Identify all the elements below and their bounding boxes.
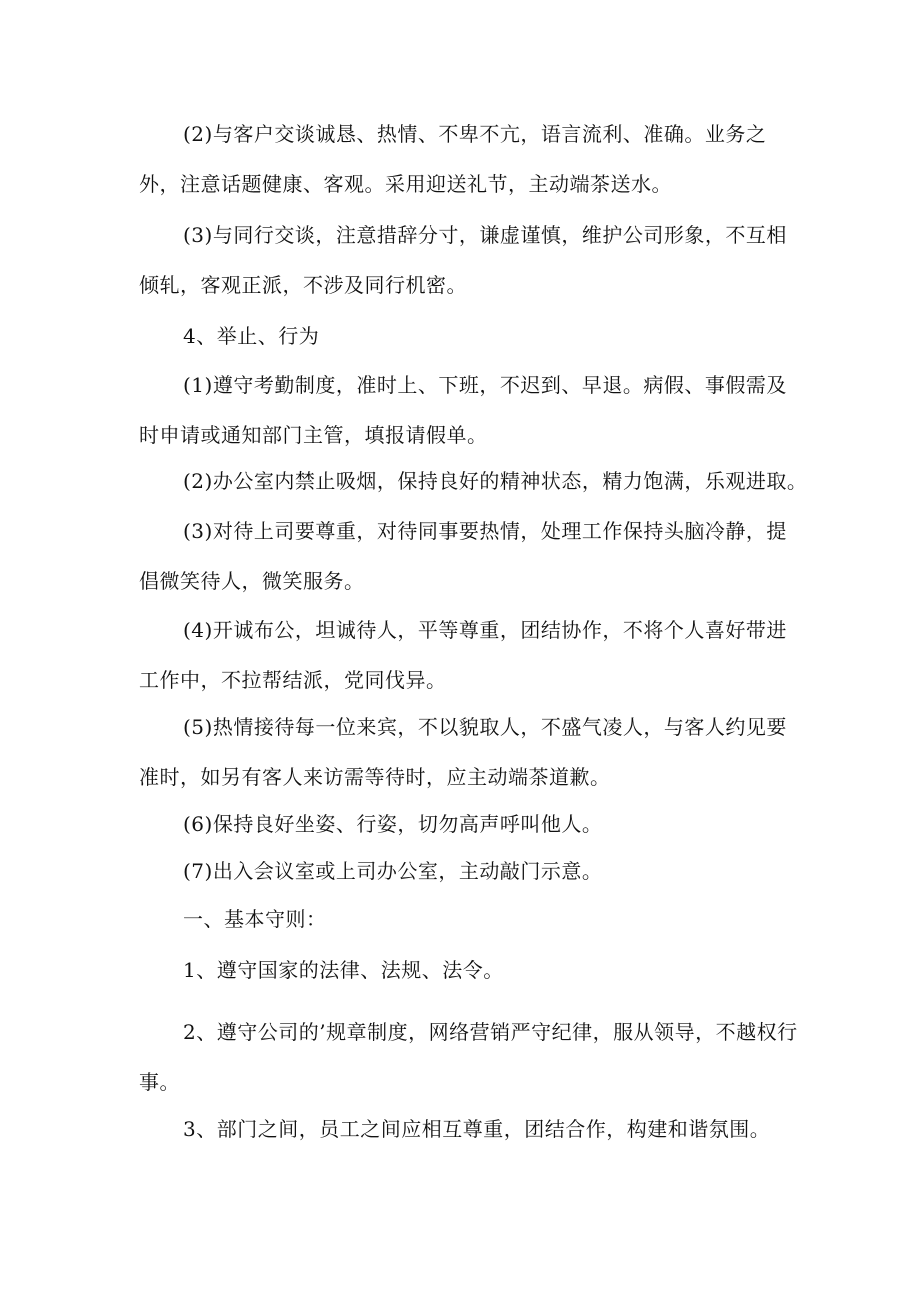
section-heading-behavior: 4、举止、行为 bbox=[183, 324, 320, 348]
paragraph-mutual-respect: 3、部门之间，员工之间应相互尊重，团结合作，构建和谐氛围。 bbox=[183, 1117, 771, 1141]
paragraph-obey-law: 1、遵守国家的法律、法规、法令。 bbox=[183, 958, 504, 982]
paragraph-no-smoking: (2)办公室内禁止吸烟，保持良好的精神状态，精力饱满，乐观进取。 bbox=[183, 469, 808, 493]
paragraph-knock-door: (7)出入会议室或上司办公室，主动敲门示意。 bbox=[183, 859, 603, 883]
paragraph-respect-colleagues: (3)对待上司要尊重，对待同事要热情，处理工作保持头脑冷静，提倡微笑待人，微笑服务。 bbox=[139, 519, 787, 593]
paragraph-peer-conversation: (3)与同行交谈，注意措辞分寸，谦虚谨慎，维护公司形象，不互相倾轧，客观正派，不涉及同行机密。 bbox=[139, 223, 787, 297]
section-heading-basic-rules: 一、基本守则： bbox=[183, 907, 327, 931]
paragraph-attendance: (1)遵守考勤制度，准时上、下班，不迟到、早退。病假、事假需及时申请或通知部门主管，填报请假单。 bbox=[139, 373, 787, 447]
paragraph-posture: (6)保持良好坐姿、行姿，切勿高声呼叫他人。 bbox=[183, 812, 603, 836]
paragraph-honesty-teamwork: (4)开诚布公，坦诚待人，平等尊重，团结协作，不将个人喜好带进工作中，不拉帮结派，党同伐异。 bbox=[139, 618, 787, 692]
paragraph-company-rules: 2、遵守公司的’规章制度，网络营销严守纪律，服从领导，不越权行事。 bbox=[139, 1020, 798, 1094]
paragraph-customer-conversation: (2)与客户交谈诚恳、热情、不卑不亢，语言流利、准确。业务之外，注意话题健康、客观。采用迎送礼节，主动端茶送水。 bbox=[139, 122, 767, 196]
paragraph-receive-guests: (5)热情接待每一位来宾，不以貌取人，不盛气凌人，与客人约见要准时，如另有客人来访需等待时，应主动端茶道歉。 bbox=[139, 715, 787, 789]
